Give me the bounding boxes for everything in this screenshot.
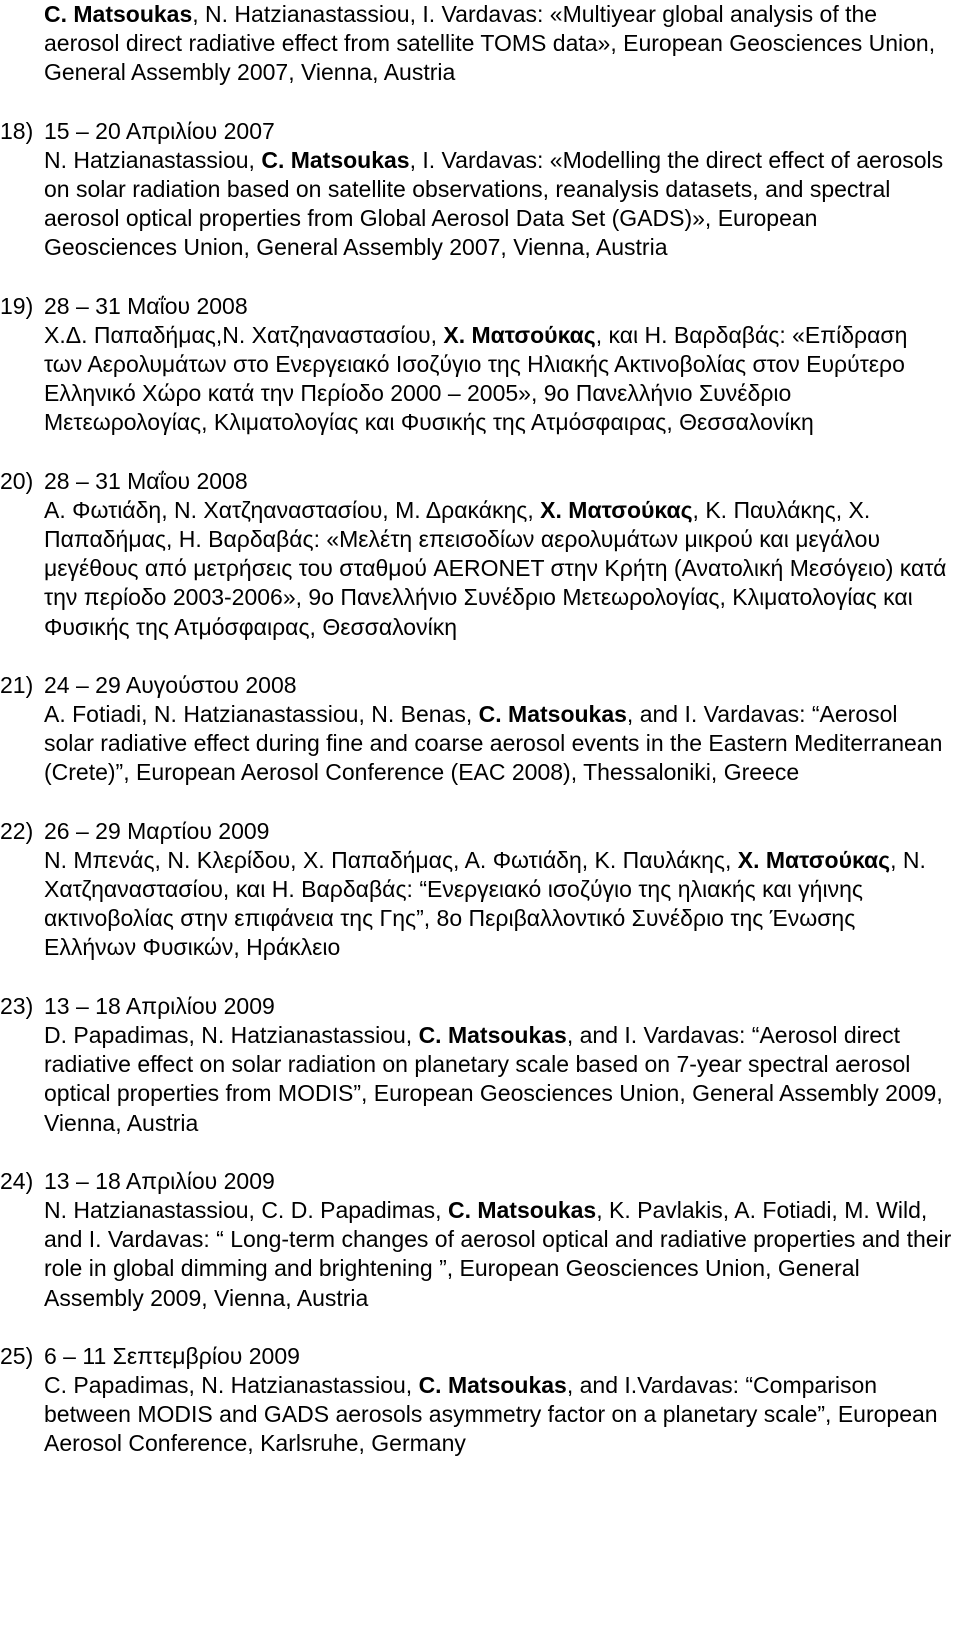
author-bold: C. Matsoukas [261, 146, 410, 173]
entry-number: 22) [0, 817, 34, 844]
entry-text [0, 496, 952, 642]
citation: , και Η. Βαρδαβάς: «Επίδραση των Αερολυμάτων στο Ενεργειακό Ισοζύγιο της Ηλιακής Ακτινοβολίας στον Ευρύτερο Ελληνικό Χώρο κατά την Περίοδο 2000 – 2005», 9ο Πανελλήνιο Συνέδριο Μετεωρολογίας, Κλιματολογίας και Φυσικής της Ατμόσφαιρας, Θεσσαλονίκη [44, 321, 908, 436]
list-item [0, 992, 952, 1167]
list-item [0, 292, 952, 467]
list-item [0, 467, 952, 671]
citation: , Κ. Παυλάκης, Χ. Παπαδήμας, Η. Βαρδαβάς: «Μελέτη επεισοδίων αερολυμάτων μικρού και μεγάλου μεγέθους από μετρήσεις του σταθμού AERONET στην Κρήτη (Ανατολική Μεσόγειο) κατά την περίοδο 2003-2006», 9ο Πανελλήνιο Συνέδριο Μετεωρολογίας, Κλιματολογίας και Φυσικής της Ατμόσφαιρας, Θεσσαλονίκη [44, 496, 947, 640]
entry-header [0, 1167, 952, 1196]
spacer [0, 1313, 952, 1342]
authors-before: Α. Φωτιάδη, Ν. Χατζηαναστασίου, Μ. Δρακάκης, [44, 496, 541, 523]
entry-text [0, 700, 952, 788]
spacer [0, 88, 952, 117]
list-item [0, 671, 952, 817]
entry-number: 20) [0, 467, 34, 494]
entry-number: 19) [0, 292, 34, 319]
entry-text [0, 321, 952, 438]
spacer [0, 1459, 952, 1488]
author-bold: C. Matsoukas [418, 1371, 567, 1398]
authors-before: N. Hatzianastassiou, [44, 146, 262, 173]
author-bold: C. Matsoukas [44, 1, 193, 27]
authors-before: Ν. Μπενάς, Ν. Κλερίδου, Χ. Παπαδήμας, Α. Φωτιάδη, Κ. Παυλάκης, [44, 846, 738, 873]
list-item [0, 1342, 952, 1488]
authors: , N. Hatzianastassiou, I. Vardavas: [192, 1, 544, 27]
citation: , and I.Vardavas: “Comparison between MODIS and GADS aerosols asymmetry factor on a planetary scale”, European Aerosol Conference, Karlsruhe, Germany [44, 1371, 938, 1457]
list-item [0, 1167, 952, 1342]
entry-text [0, 1371, 952, 1459]
list-item [0, 817, 952, 992]
spacer [0, 438, 952, 467]
authors-before: Χ.Δ. Παπαδήμας,Ν. Χατζηαναστασίου, [44, 321, 444, 348]
entry-date: 13 – 18 Απριλίου 2009 [44, 992, 275, 1019]
spacer [0, 788, 952, 817]
entry-header [0, 117, 952, 146]
author-bold: C. Matsoukas [447, 1196, 597, 1223]
entry-text [0, 1021, 952, 1138]
spacer [0, 1138, 952, 1167]
authors-before: N. Hatzianastassiou, C. D. Papadimas, [44, 1196, 448, 1223]
entry-number: 23) [0, 992, 34, 1019]
entry-header [0, 817, 952, 846]
authors-before: A. Fotiadi, N. Hatzianastassiou, N. Benas, [44, 701, 479, 728]
citation: «Multiyear global analysis of the aerosol direct radiative effect from satellite TOMS data», European Geosciences Union, General Assembly 2007, Vienna, Austria [44, 1, 936, 86]
entry-number: 18) [0, 117, 34, 144]
authors-before: D. Papadimas, N. Hatzianastassiou, [44, 1021, 419, 1048]
author-bold: Χ. Ματσούκας [540, 496, 693, 523]
entry-number: 24) [0, 1167, 34, 1194]
spacer [0, 642, 952, 671]
entry-date: 15 – 20 Απριλίου 2007 [44, 117, 275, 144]
author-bold: Χ. Ματσούκας [443, 321, 596, 348]
entry-date: 28 – 31 Μαΐου 2008 [44, 292, 248, 319]
entry-text [0, 146, 952, 263]
citation: , I. Vardavas: «Modelling the direct effect of aerosols on solar radiation based on satellite observations, reanalysis datasets, and spectral aerosol optical properties from Global Aerosol Data Set (GADS)», European Geosciences Union, General Assembly 2007, Vienna, Austria [44, 146, 944, 261]
entry-date: 13 – 18 Απριλίου 2009 [44, 1167, 275, 1194]
entry-number: 25) [0, 1342, 34, 1369]
entry-text [0, 846, 952, 963]
authors-before: C. Papadimas, N. Hatzianastassiou, [44, 1371, 419, 1398]
author-bold: C. Matsoukas [478, 701, 627, 728]
spacer [0, 963, 952, 992]
entry-header [0, 992, 952, 1021]
author-bold: C. Matsoukas [418, 1021, 567, 1048]
citation: , and I. Vardavas: “Aerosol solar radiative effect during fine and coarse aerosol events in the Eastern Mediterranean (Crete)”, European Aerosol Conference (EAC 2008), Thessaloniki, Greece [44, 701, 943, 786]
entry-date: 26 – 29 Μαρτίου 2009 [44, 817, 270, 844]
entry-number: 21) [0, 671, 34, 698]
author-bold: Χ. Ματσούκας [737, 846, 891, 873]
entry-header [0, 671, 952, 700]
citation: , Ν. Χατζηαναστασίου, και Η. Βαρδαβάς: “Ενεργειακό ισοζύγιο της ηλιακής και γήινης ακτινοβολίας στην επιφάνεια της Γης”, 8ο Περιβαλλοντικό Συνέδριο της Ένωσης Ελλήνων Φυσικών, Ηράκλειο [44, 846, 926, 961]
citation: , K. Pavlakis, A. Fotiadi, M. Wild, and I. Vardavas: “ Long-term changes of aerosol optical and radiative properties and their role in global dimming and brightening ”, European Geosciences Union, General Assembly 2009, Vienna, Austria [44, 1196, 952, 1311]
entry-header [0, 292, 952, 321]
citation: , and I. Vardavas: “Aerosol direct radiative effect on solar radiation on planetary scale based on 7-year spectral aerosol optical properties from MODIS”, European Geosciences Union, General Assembly 2009, Vienna, Austria [44, 1021, 943, 1136]
entry-date: 28 – 31 Μαΐου 2008 [44, 467, 248, 494]
spacer [0, 263, 952, 292]
list-item [0, 117, 952, 292]
entry-date: 24 – 29 Αυγούστου 2008 [44, 671, 297, 698]
entry-date: 6 – 11 Σεπτεμβρίου 2009 [44, 1342, 300, 1369]
entry-header [0, 1342, 952, 1371]
entry-text [0, 1196, 952, 1313]
entry-list [0, 117, 952, 1488]
entry-header [0, 467, 952, 496]
entry-17-text [0, 0, 952, 88]
